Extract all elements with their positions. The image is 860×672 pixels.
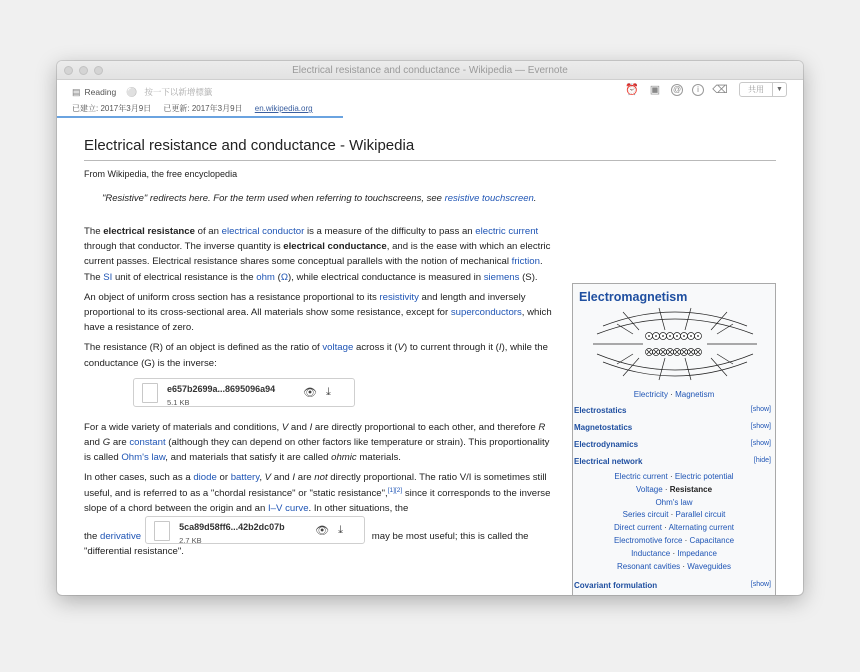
friction-link[interactable]: friction (511, 256, 540, 268)
hatnote-text: "Resistive" redirects here. For the term used when referring to touchscreens, see (102, 193, 445, 204)
network-topic-list: Electric current · Electric potential Voltage · Resistance Ohm's law Series circuit · Parallel circuit Direct current · Alternating current Electromotive force · Capacitance Inductance · Impedance Resonant cavities · Waveguides (613, 472, 735, 571)
electricity-link[interactable]: Electricity (633, 390, 668, 399)
window-controls (64, 66, 103, 75)
download-icon[interactable]: ⤓ (326, 385, 331, 398)
electric-potential-link[interactable]: Electric potential (674, 472, 734, 481)
attachment-name: e657b2699a...8695096a94 (167, 383, 276, 394)
presentation-icon[interactable]: ▣ (649, 84, 661, 96)
attachment-size: 2.7 KB (179, 536, 202, 546)
share-button[interactable] (739, 82, 787, 97)
notebook-selector[interactable]: Reading (84, 87, 117, 97)
infobox-caption: Electricity · Magnetism (633, 390, 715, 399)
infobox-section-magnetostatics (573, 423, 775, 436)
resonant-cavities-link[interactable]: Resonant cavities (617, 561, 681, 571)
superconductors-link[interactable]: superconductors (450, 307, 522, 319)
attachment-name: 5ca89d58ff6...42b2dc07b (179, 522, 285, 533)
from-line: From Wikipedia, the free encyclopedia (84, 169, 238, 179)
derivative-link[interactable]: derivative (100, 530, 142, 542)
created-date: 已建立: 2017年3月9日 (72, 104, 152, 113)
minimize-window-button[interactable] (79, 66, 88, 75)
tag-icon: ⚪ (126, 86, 138, 97)
electromagnetism-infobox (572, 283, 776, 595)
file-icon (154, 521, 170, 541)
notebook-icon: ▤ (72, 86, 81, 97)
trash-icon[interactable]: ⌫ (712, 84, 728, 96)
hide-toggle[interactable]: [hide] (753, 457, 771, 464)
note-content (84, 122, 776, 595)
electromotive-force-link[interactable]: Electromotive force (613, 535, 683, 545)
show-toggle[interactable]: [show] (750, 406, 771, 413)
impedance-link[interactable]: Impedance (677, 548, 717, 558)
hatnote: "Resistive" redirects here. For the term used when referring to touchscreens, see resistive touchscreen. (102, 193, 537, 204)
section-heading[interactable]: Electrical network (574, 457, 643, 466)
si-link[interactable]: SI (103, 271, 113, 283)
share-label: 共用 (748, 85, 764, 94)
current-topic-resistance: Resistance (669, 484, 713, 494)
infobox-title: Electromagnetism (579, 290, 688, 304)
voltage-link[interactable]: Voltage (635, 484, 663, 494)
waveguides-link[interactable]: Waveguides (687, 561, 731, 571)
battery-link[interactable]: battery (230, 472, 260, 484)
omega-link[interactable]: Ω (280, 271, 288, 283)
paragraph-5: In other cases, such as a diode or battery, V and I are not directly proportional. The ratio V/I is sometimes still useful, and is referred to as a "chordal resistance" or "static resistance",[1][2] since it corresponds to the inverse slope of a chord between the origin and an I–V curve. In other situations, the the derivative 5ca89d58ff6...42b2dc07b 2.7 KB 👁 ⤓ may be most useful; this is called the "differential resistance". (84, 472, 551, 558)
tag-input[interactable]: 按一下以新增標籤 (144, 87, 213, 97)
inductance-link[interactable]: Inductance (631, 548, 671, 558)
section-heading[interactable]: Electrostatics (574, 406, 627, 415)
electromagnet-field-diagram (573, 304, 776, 384)
parallel-circuit-link[interactable]: Parallel circuit (675, 510, 726, 520)
show-toggle[interactable]: [show] (750, 581, 771, 589)
direct-current-link[interactable]: Direct current (613, 523, 662, 533)
close-window-button[interactable] (64, 66, 73, 75)
attachment-card[interactable] (133, 378, 355, 407)
article-body (84, 224, 556, 564)
show-toggle[interactable]: [show] (750, 440, 771, 447)
ohm-link[interactable]: ohm (256, 271, 275, 283)
voltage-link[interactable]: voltage (322, 342, 354, 354)
resistive-touchscreen-link[interactable]: resistive touchscreen (444, 193, 534, 204)
file-icon (142, 383, 158, 403)
electric-current-link[interactable]: Electric current (614, 472, 668, 481)
page-title: Electrical resistance and conductance - Wikipedia (84, 122, 776, 161)
series-circuit-link[interactable]: Series circuit (622, 510, 669, 520)
iv-curve-link[interactable]: I–V curve (268, 502, 309, 514)
citation-1-link[interactable]: [1] (387, 486, 395, 494)
resistivity-link[interactable]: resistivity (379, 291, 419, 303)
ohms-law-link[interactable]: Ohm's law (655, 497, 693, 507)
attachment-size: 5.1 KB (167, 397, 190, 407)
eye-icon[interactable]: 👁 (303, 386, 317, 399)
section-heading[interactable]: Electrodynamics (574, 440, 639, 449)
infobox-section-electrostatics (573, 406, 775, 419)
capacitance-link[interactable]: Capacitance (689, 535, 735, 545)
constant-link[interactable]: constant (129, 437, 166, 449)
diode-link[interactable]: diode (193, 472, 217, 484)
download-icon[interactable]: ⤓ (338, 524, 343, 537)
section-heading[interactable]: Covariant formulation (574, 581, 658, 591)
paragraph-2: An object of uniform cross section has a resistance proportional to its resistivity and length and inversely proportional to its cross-sectional area. All materials show some resistance, except for superconductors, which have a resistance of zero. (84, 291, 552, 334)
electric-current-link[interactable]: electric current (475, 226, 539, 237)
infobox-section-electrodynamics (573, 440, 775, 453)
source-url-link[interactable]: en.wikipedia.org (254, 104, 313, 113)
paragraph-1: The electrical resistance of an electrical conductor is a measure of the difficulty to pass an electric current through that conductor. The inverse quantity is electrical conductance, and is the ease with which an electric current passes. Electrical resistance shares some conceptual parallels with the notion of mechanical friction. The SI unit of electrical resistance is the ohm (Ω), while electrical conductance is measured in siemens (S). (84, 226, 551, 283)
citation-2-link[interactable]: [2] (394, 486, 403, 494)
siemens-link[interactable]: siemens (483, 271, 520, 283)
reminder-alarm-icon[interactable]: ⏰ (625, 84, 639, 96)
updated-date: 已更新: 2017年3月9日 (163, 104, 243, 113)
infobox-section-network (573, 457, 775, 470)
paragraph-4: For a wide variety of materials and conditions, V and I are directly proportional to each other, and therefore R and G are constant (although they can depend on other factors like temperature or strain). This proportionality is called Ohm's law, and materials that satisfy it are called ohmic materials. (84, 421, 550, 464)
alternating-current-link[interactable]: Alternating current (668, 523, 735, 533)
note-toolbar (57, 80, 803, 102)
chevron-down-icon[interactable]: ▼ (772, 83, 786, 96)
magnetism-link[interactable]: Magnetism (675, 390, 715, 399)
info-icon[interactable]: i (692, 84, 704, 96)
load-progress-bar (57, 116, 343, 118)
ohms-law-link[interactable]: Ohm's law (121, 452, 166, 464)
paragraph-3: The resistance (R) of an object is defined as the ratio of voltage across it (V) to current through it (I), while the conductance (G) is the inverse: (84, 342, 548, 369)
note-meta (57, 102, 803, 122)
at-mention-icon[interactable]: @ (672, 85, 682, 94)
attachment-card[interactable] (145, 516, 365, 544)
evernote-window (57, 61, 803, 595)
title-bar (57, 61, 803, 80)
zoom-window-button[interactable] (94, 66, 103, 75)
electrical-conductor-link[interactable]: electrical conductor (221, 226, 305, 237)
eye-icon[interactable]: 👁 (315, 525, 330, 538)
infobox-section-covariant (573, 581, 775, 594)
show-toggle[interactable]: [show] (750, 423, 771, 430)
section-heading[interactable]: Magnetostatics (574, 423, 633, 432)
window-title: Electrical resistance and conductance - Wikipedia — Evernote (292, 65, 568, 76)
